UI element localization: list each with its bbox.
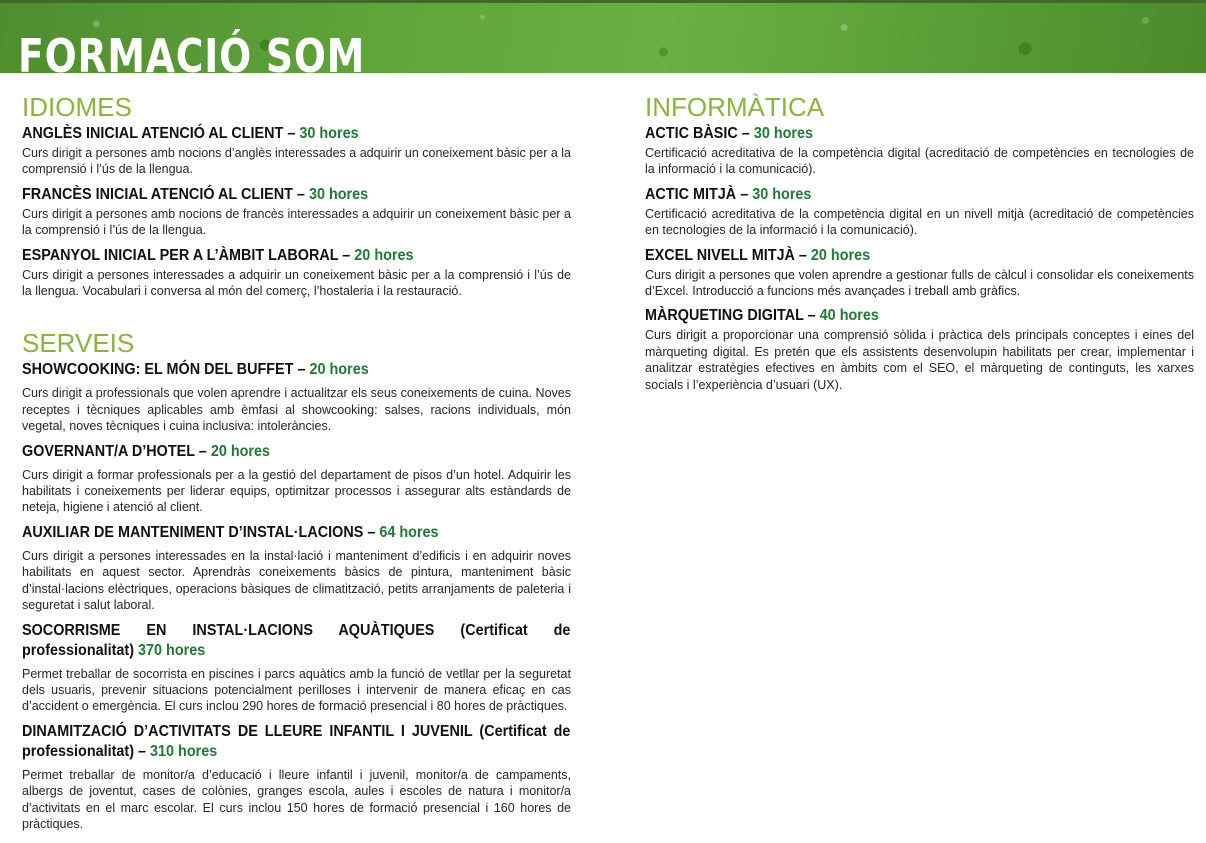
course-hours: 20 hores — [210, 442, 271, 460]
section-title-informatica: INFORMÀTICA — [645, 92, 825, 122]
course-name: ACTIC BÀSIC – — [645, 125, 754, 142]
course-excel — [645, 246, 1194, 300]
left-column — [22, 92, 571, 839]
course-hours: 370 hores — [138, 641, 206, 659]
course-dinamitzacio — [22, 722, 571, 833]
section-spacer — [22, 306, 571, 328]
course-hours: 30 hores — [308, 185, 369, 203]
course-showcooking — [22, 360, 571, 434]
course-name: EXCEL NIVELL MITJÀ – — [645, 246, 811, 264]
section-title-serveis: SERVEIS — [22, 328, 135, 359]
course-hours: 64 hores — [379, 523, 439, 541]
course-title — [22, 722, 570, 762]
course-title — [22, 523, 570, 543]
course-hours: 30 hores — [299, 125, 359, 142]
course-title — [645, 185, 1193, 205]
course-description: Permet treballar de monitor/a d’educació i lleure infantil i juvenil, monitor/a de campaments, albergs de joventut, cases de colònies, granges escola, aules i escoles de natura i monitor/a d’activitats en el marc escolar. El curs inclou 150 hores de formació presencial i 160 hores de pràctiques. — [22, 767, 571, 831]
course-manteniment — [22, 523, 571, 614]
course-description: Curs dirigit a professionals que volen aprendre i actualitzar els seus coneixements de cuina. Noves receptes i tècniques aplicables amb èmfasi al showcooking: salses, racions individuals, món vegetal, noves tècniques i cuina inclusiva: intoleràncies. — [22, 386, 571, 434]
course-description: Curs dirigit a persones interessades a adquirir un coneixement bàsic per a la comprensió i l’ús de la llengua. Vocabulari i conversa al món del comerç, l’hostaleria i la restauració. — [22, 267, 571, 299]
course-name: ACTIC MITJÀ – — [645, 185, 753, 203]
course-description: Curs dirigit a proporcionar una comprensió sòlida i pràctica dels principals conceptes i eines del màrqueting digital. Es pretén que els assistents desenvolupin habilitats per crear, implementar i analitzar estratègies efectives en àmbits com el SEO, el màrqueting de continguts, les xarxes socials i l’experiència d’usuari (UX). — [645, 328, 1194, 392]
course-hours: 30 hores — [753, 125, 814, 142]
course-title — [22, 124, 570, 144]
course-hours: 310 hores — [150, 742, 218, 760]
course-espanyol — [22, 246, 571, 300]
course-name: GOVERNANT/A D’HOTEL – — [22, 442, 211, 460]
course-angles — [22, 124, 571, 178]
course-description: Curs dirigit a persones amb nocions d’anglès interessades a adquirir un coneixement bàsic per a la comprensió i l’ús de la llengua. — [22, 146, 571, 177]
course-actic-basic — [645, 124, 1194, 178]
page-title: FORMACIÓ SOM — [18, 29, 366, 83]
course-name: SHOWCOOKING: EL MÓN DEL BUFFET – — [22, 361, 310, 379]
course-description: Permet treballar de socorrista en piscines i parcs aquàtics amb la funció de vetllar per la seguretat dels usuaris, prevenir situacions potencialment perilloses i intervenir de manera eficaç en cas d’accident o emergència. El curs inclou 290 hores de formació presencial i 80 hores de pràctiques. — [22, 666, 571, 714]
course-name: AUXILIAR DE MANTENIMENT D’INSTAL·LACIONS – — [22, 523, 380, 541]
course-description: Certificació acreditativa de la competència digital (acreditació de competències en tecnologies de la informació i la comunicació). — [645, 146, 1194, 177]
header-banner — [0, 0, 1206, 83]
course-title — [645, 306, 1193, 326]
course-hours: 20 hores — [309, 361, 369, 379]
course-frances — [22, 185, 571, 239]
course-title — [22, 442, 570, 462]
course-marqueting — [645, 306, 1194, 393]
course-description: Curs dirigit a persones amb nocions de francès interessades a adquirir un coneixement bàsic per a la comprensió i l’ús de la llengua. — [22, 206, 571, 238]
course-title — [22, 246, 570, 266]
course-hours: 20 hores — [810, 246, 871, 264]
course-name: ANGLÈS INICIAL ATENCIÓ AL CLIENT – — [22, 125, 300, 142]
course-hours: 30 hores — [752, 185, 812, 203]
course-description: Curs dirigit a persones que volen aprendre a gestionar fulls de càlcul i consolidar els coneixements d’Excel. Introducció a funcions més avançades i treball amb gràfics. — [645, 267, 1194, 299]
course-description: Curs dirigit a formar professionals per a la gestió del departament de pisos d’un hotel. Adquirir les habilitats i coneixements per liderar equips, optimitzar processos i assegurar alts estàndards de neteja, higiene i atenció al client. — [22, 467, 571, 515]
course-name: SOCORRISME EN INSTAL·LACIONS AQUÀTIQUES (Certificat de professionalitat) — [22, 621, 571, 659]
right-column — [645, 92, 1194, 400]
course-name: DINAMITZACIÓ D’ACTIVITATS DE LLEURE INFANTIL I JUVENIL (Certificat de professionalitat) – — [22, 722, 571, 760]
course-name: MÀRQUETING DIGITAL – — [645, 307, 820, 325]
course-name: ESPANYOL INICIAL PER A L’ÀMBIT LABORAL – — [22, 246, 355, 264]
course-name: FRANCÈS INICIAL ATENCIÓ AL CLIENT – — [22, 185, 309, 203]
course-description: Curs dirigit a persones interessades en la instal·lació i manteniment d’edificis i en adquirir noves habilitats en aquest sector. Aprendràs coneixements bàsics de pintura, manteniment bàsic d’instal·lacions elèctriques, operacions bàsiques de climatització, petits arranjaments de paleteria i seguretat i salut laboral. — [22, 548, 571, 613]
course-governanta — [22, 442, 571, 516]
course-socorrisme — [22, 621, 571, 715]
course-title — [22, 621, 570, 661]
course-title — [22, 360, 570, 380]
course-title — [645, 246, 1193, 266]
section-title-idiomes: IDIOMES — [22, 92, 132, 122]
course-hours: 20 hores — [354, 246, 414, 264]
course-description: Certificació acreditativa de la competència digital en un nivell mitjà (acreditació de competències en tecnologies de la informació i la comunicació). — [645, 206, 1194, 238]
course-actic-mitja — [645, 185, 1194, 239]
course-title — [22, 185, 570, 205]
course-hours: 40 hores — [819, 307, 879, 325]
course-title — [645, 124, 1193, 144]
